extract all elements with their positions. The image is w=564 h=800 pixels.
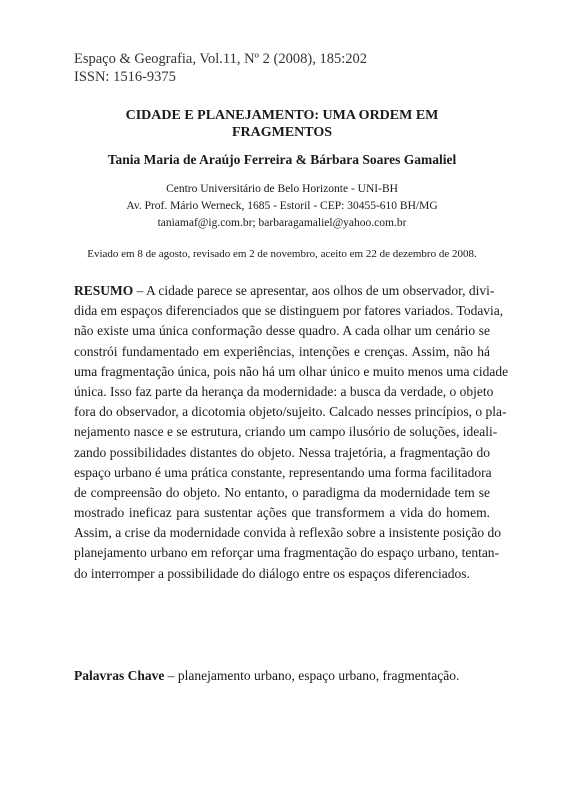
abstract-line: planejamento urbano em reforçar uma fragmentação do espaço urbano, tentan-	[74, 545, 500, 561]
journal-issn: ISSN: 1516-9375	[74, 69, 176, 85]
abstract-line: do interromper a possibilidade do diálogo entre os espaços diferenciados.	[74, 565, 470, 581]
affiliation-institution: Centro Universitário de Belo Horizonte - UNI-BH	[166, 183, 398, 195]
keywords-text: – planejamento urbano, espaço urbano, fragmentação.	[164, 668, 460, 683]
submission-dates: Eviado em 8 de agosto, revisado em 2 de novembro, aceito em 22 de dezembro de 2008.	[87, 248, 477, 260]
article-authors: Tania Maria de Araújo Ferreira & Bárbara Soares Gamaliel	[107, 152, 457, 167]
abstract-line: não existe uma única conformação desse quadro. A cada olhar um cenário se	[74, 323, 490, 339]
abstract-dash: –	[133, 283, 147, 298]
abstract-line: zando possibilidades distantes do objeto. Nessa trajetória, a fragmentação do	[74, 444, 490, 460]
abstract-line: mostrado ineficaz para sustentar ações que transformem a vida do homem.	[74, 505, 490, 521]
abstract-line: fora do observador, a dicotomia objeto/sujeito. Calcado nesses princípios, o pla-	[74, 404, 507, 420]
abstract-line: uma fragmentação única, pois não há um olhar único e muito menos uma cidade	[74, 363, 509, 379]
abstract-line: de compreensão do objeto. No entanto, o paradigma da modernidade tem se	[74, 484, 490, 500]
article-title	[0, 107, 564, 141]
affiliation-emails: taniamaf@ig.com.br; barbaragamaliel@yahoo.com.br	[157, 217, 407, 229]
abstract	[74, 281, 509, 584]
keywords-label: Palavras Chave	[74, 668, 165, 683]
abstract-line: Assim, a crise da modernidade convida à reflexão sobre a insistente posição do	[74, 525, 501, 541]
abstract-label: RESUMO	[74, 283, 134, 298]
article-title-line: CIDADE E PLANEJAMENTO: UMA ORDEM EM	[125, 108, 439, 123]
abstract-text: A cidade parece se apresentar, aos olhos de um observador, divi-	[146, 283, 495, 298]
abstract-line: constrói fundamentado em experiências, intenções e crenças. Assim, não há	[74, 343, 490, 359]
keywords	[74, 667, 459, 684]
journal-header	[74, 50, 367, 86]
journal-citation: Espaço & Geografia, Vol.11, Nº 2 (2008), 185:202	[74, 51, 367, 67]
article-title-line: FRAGMENTOS	[231, 125, 333, 140]
abstract-line: única. Isso faz parte da herança da modernidade: a busca da verdade, o objeto	[74, 383, 494, 399]
author-affiliation	[0, 181, 564, 232]
affiliation-address: Av. Prof. Mário Werneck, 1685 - Estoril - CEP: 30455-610 BH/MG	[126, 200, 438, 212]
abstract-line: nejamento nasce e se estrutura, criando um campo ilusório de soluções, ideali-	[74, 424, 498, 440]
abstract-line: espaço urbano é uma prática constante, representando uma forma facilitadora	[74, 464, 492, 480]
abstract-line: dida em espaços diferenciados que se distinguem por fatores variados. Todavia,	[74, 303, 504, 319]
abstract-line	[74, 281, 495, 301]
